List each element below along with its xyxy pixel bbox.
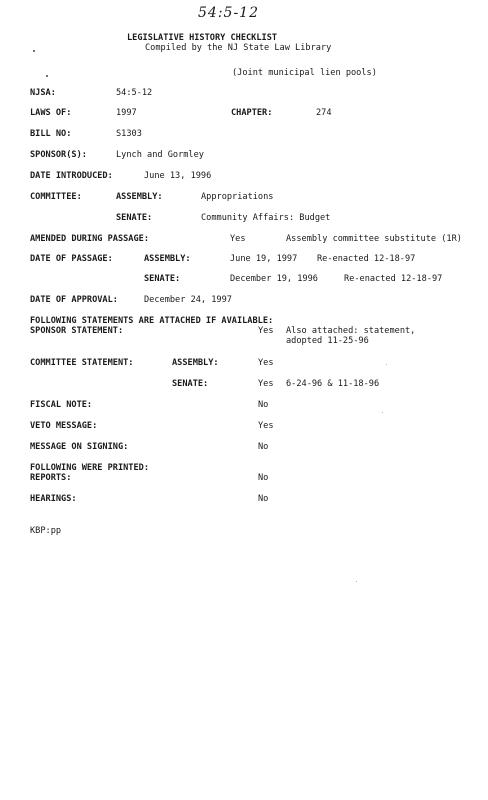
date-introduced-label: DATE INTRODUCED: — [30, 171, 113, 181]
scan-mark — [356, 581, 357, 582]
committee-statement-senate-label: SENATE: — [172, 379, 209, 389]
checklist-subtitle: Compiled by the NJ State Law Library — [145, 43, 332, 53]
committee-label: COMMITTEE: — [30, 192, 82, 202]
committee-statement-assembly-label: ASSEMBLY: — [172, 358, 219, 368]
committee-statement-assembly-value: Yes — [258, 358, 274, 368]
laws-label: LAWS OF: — [30, 108, 72, 118]
passage-senate-label: SENATE: — [144, 274, 181, 284]
printed-heading: FOLLOWING WERE PRINTED: — [30, 463, 149, 473]
passage-label: DATE OF PASSAGE: — [30, 254, 113, 264]
hearings-value: No — [258, 494, 269, 504]
veto-message-label: VETO MESSAGE: — [30, 421, 98, 431]
njsa-label: NJSA: — [30, 88, 56, 98]
sponsor-statement-value: Yes — [258, 326, 274, 336]
approval-value: December 24, 1997 — [144, 295, 232, 305]
reports-label: REPORTS: — [30, 473, 72, 483]
sponsor-statement-note-1: Also attached: statement, — [286, 326, 416, 336]
committee-assembly-label: ASSEMBLY: — [116, 192, 163, 202]
committee-statement-senate-value: Yes — [258, 379, 274, 389]
laws-value: 1997 — [116, 108, 137, 118]
checklist-title: LEGISLATIVE HISTORY CHECKLIST — [127, 33, 278, 43]
scan-mark — [386, 364, 387, 365]
approval-label: DATE OF APPROVAL: — [30, 295, 118, 305]
handwritten-note: 54:5-12 — [198, 5, 259, 21]
scan-mark — [46, 75, 48, 77]
statements-heading: FOLLOWING STATEMENTS ARE ATTACHED IF AVAILABLE: — [30, 316, 274, 326]
fiscal-note-label: FISCAL NOTE: — [30, 400, 93, 410]
committee-statement-label: COMMITTEE STATEMENT: — [30, 358, 134, 368]
reports-value: No — [258, 473, 269, 483]
njsa-value: 54:5-12 — [116, 88, 153, 98]
bill-label: BILL NO: — [30, 129, 72, 139]
fiscal-note-value: No — [258, 400, 269, 410]
scan-mark — [33, 50, 35, 52]
amended-value: Yes — [230, 234, 246, 244]
hearings-label: HEARINGS: — [30, 494, 77, 504]
passage-senate-note: Re-enacted 12-18-97 — [344, 274, 443, 284]
sponsor-statement-note-2: adopted 11-25-96 — [286, 336, 369, 346]
date-introduced-value: June 13, 1996 — [144, 171, 212, 181]
sponsor-statement-label: SPONSOR STATEMENT: — [30, 326, 124, 336]
chapter-value: 274 — [316, 108, 332, 118]
sponsor-label: SPONSOR(S): — [30, 150, 87, 160]
signing-message-value: No — [258, 442, 269, 452]
committee-statement-senate-note: 6-24-96 & 11-18-96 — [286, 379, 380, 389]
committee-senate-value: Community Affairs: Budget — [201, 213, 331, 223]
passage-senate-date: December 19, 1996 — [230, 274, 318, 284]
sponsor-value: Lynch and Gormley — [116, 150, 204, 160]
amended-note: Assembly committee substitute (1R) — [286, 234, 462, 244]
committee-senate-label: SENATE: — [116, 213, 153, 223]
chapter-label: CHAPTER: — [231, 108, 273, 118]
passage-assembly-note: Re-enacted 12-18-97 — [317, 254, 416, 264]
signing-message-label: MESSAGE ON SIGNING: — [30, 442, 129, 452]
committee-assembly-value: Appropriations — [201, 192, 274, 202]
veto-message-value: Yes — [258, 421, 274, 431]
amended-label: AMENDED DURING PASSAGE: — [30, 234, 149, 244]
footer-initials: KBP:pp — [30, 526, 62, 536]
scan-mark — [382, 412, 383, 413]
passage-assembly-label: ASSEMBLY: — [144, 254, 191, 264]
topic-line: (Joint municipal lien pools) — [232, 68, 377, 78]
bill-value: S1303 — [116, 129, 142, 139]
passage-assembly-date: June 19, 1997 — [230, 254, 298, 264]
